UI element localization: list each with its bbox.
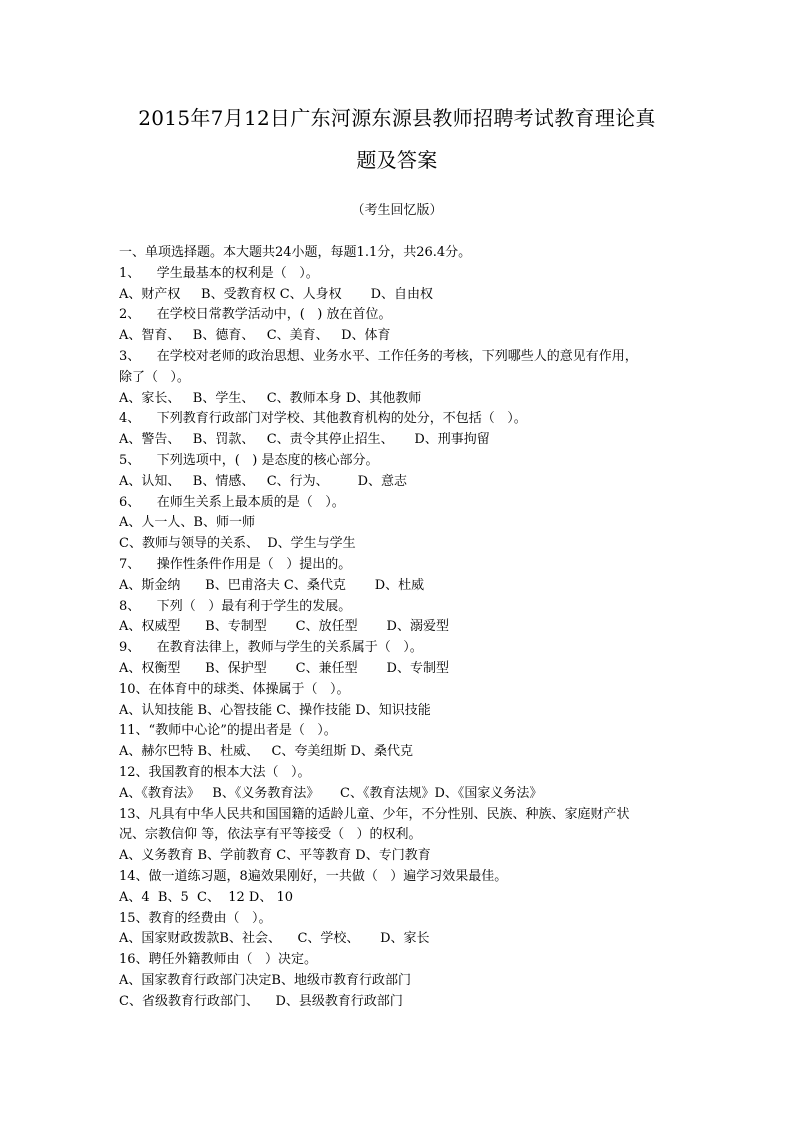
document-title-line-1: 2015年7月12日广东河源东源县教师招聘考试教育理论真 bbox=[138, 106, 656, 130]
question-16-options-ab: A、国家教育行政部门决定B、地级市教育行政部门 bbox=[119, 972, 411, 988]
question-4: 4、 下列教育行政部门对学校、其他教育机构的处分，不包括（ ）。 bbox=[119, 411, 527, 427]
question-7-options: A、斯金纳 B、巴甫洛夫 C、桑代克 D、杜威 bbox=[119, 577, 425, 593]
question-11: 11、“教师中心论”的提出者是（ ）。 bbox=[119, 723, 337, 739]
question-15: 15、教育的经费由（ ）。 bbox=[119, 910, 272, 926]
question-12-options: A、《教育法》 B、《义务教育法》 C、《教育法规》D、《国家义务法》 bbox=[119, 785, 543, 801]
question-14-options: A、4 B、5 C、 12 D、 10 bbox=[119, 889, 293, 905]
question-11-options: A、赫尔巴特 B、杜威、 C、夸美纽斯 D、桑代克 bbox=[119, 744, 413, 760]
question-16: 16、聘任外籍教师由（ ）决定。 bbox=[119, 952, 317, 968]
question-9-options: A、权衡型 B、保护型 C、兼任型 D、专制型 bbox=[119, 660, 449, 676]
question-1-options: A、财产权 B、受教育权 C、人身权 D、自由权 bbox=[119, 286, 434, 302]
question-3: 3、 在学校对老师的政治思想、业务水平、工作任务的考核，下列哪些人的意见有作用， bbox=[119, 348, 638, 364]
question-1: 1、 学生最基本的权利是（ ）。 bbox=[119, 265, 319, 281]
document-title-line-2: 题及答案 bbox=[356, 148, 438, 172]
question-3-options: A、家长、 B、学生、 C、教师本身 D、其他教师 bbox=[119, 390, 422, 406]
question-2: 2、 在学校日常教学活动中，( ) 放在首位。 bbox=[119, 307, 392, 323]
question-5: 5、 下列选项中，( ) 是态度的核心部分。 bbox=[119, 452, 379, 468]
question-6: 6、 在师生关系上最本质的是（ ）。 bbox=[119, 494, 345, 510]
question-13-continued: 况、宗教信仰 等，依法享有平等接受（ ）的权利。 bbox=[119, 827, 422, 843]
question-6-options-cd: C、教师与领导的关系、 D、学生与学生 bbox=[119, 536, 356, 552]
question-2-options: A、智育、 B、德育、 C、美育、 D、体育 bbox=[119, 328, 391, 344]
question-5-options: A、认知、 B、情感、 C、行为、 D、意志 bbox=[119, 473, 408, 489]
question-9: 9、 在教育法律上，教师与学生的关系属于（ ）。 bbox=[119, 640, 423, 656]
question-7: 7、 操作性条件作用是（ ）提出的。 bbox=[119, 556, 352, 572]
question-15-options: A、国家财政拨款B、社会、 C、学校、 D、家长 bbox=[119, 931, 430, 947]
question-10-options: A、认知技能 B、心智技能 C、操作技能 D、知识技能 bbox=[119, 702, 431, 718]
document-subtitle: （考生回忆版） bbox=[351, 203, 443, 218]
question-16-options-cd: C、省级教育行政部门、 D、县级教育行政部门 bbox=[119, 993, 403, 1009]
section-heading: 一、单项选择题。本大题共24小题，每题1.1分，共26.4分。 bbox=[119, 245, 472, 260]
question-8: 8、 下列（ ）最有利于学生的发展。 bbox=[119, 598, 352, 614]
question-13-options: A、义务教育 B、学前教育 C、平等教育 D、专门教育 bbox=[119, 848, 431, 864]
question-8-options: A、权威型 B、专制型 C、放任型 D、溺爱型 bbox=[119, 619, 449, 635]
question-10: 10、在体育中的球类、体操属于（ ）。 bbox=[119, 681, 350, 697]
question-body bbox=[119, 243, 679, 1012]
question-13: 13、凡具有中华人民共和国国籍的适龄儿童、少年，不分性别、民族、种族、家庭财产状 bbox=[119, 806, 630, 822]
question-4-options: A、警告、 B、罚款、 C、责令其停止招生、 D、刑事拘留 bbox=[119, 432, 490, 448]
question-6-options-ab: A、人一人、B、师一师 bbox=[119, 515, 255, 531]
question-3-continued: 除了（ ）。 bbox=[119, 369, 190, 385]
question-12: 12、我国教育的根本大法（ ）。 bbox=[119, 764, 311, 780]
question-14: 14、做一道练习题，8遍效果刚好，一共做（ ）遍学习效果最佳。 bbox=[119, 868, 508, 884]
